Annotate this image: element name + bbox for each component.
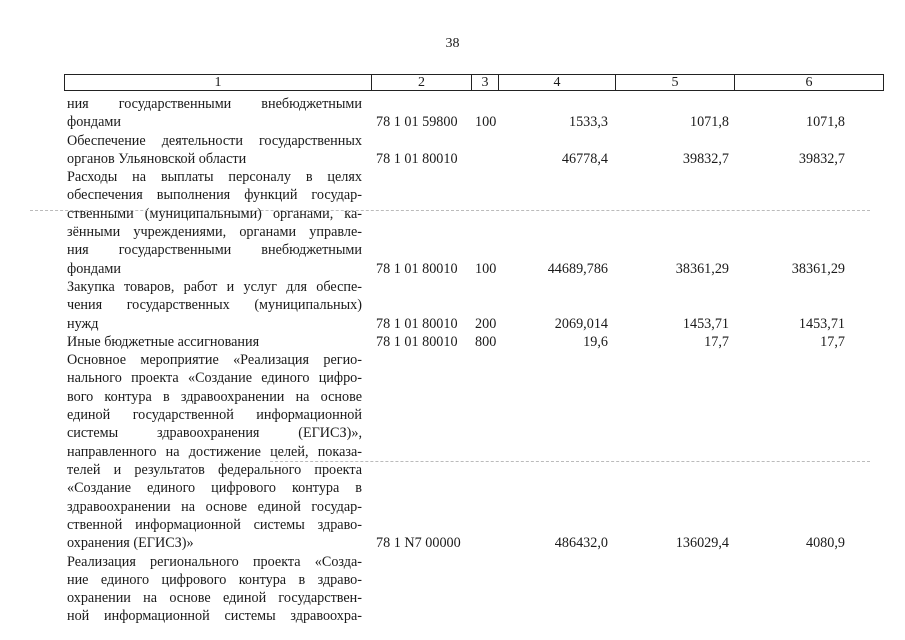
row-expense-type: 800 <box>475 333 497 350</box>
header-col-5: 5 <box>616 75 735 90</box>
description-line: здравоохранении на основе единой государ- <box>67 498 362 515</box>
row-description <box>67 168 362 278</box>
row-description <box>67 333 362 351</box>
description-line: вого контура в здравоохранении на основе <box>67 388 362 405</box>
description-line: «Создание единого цифрового контура в <box>67 480 362 497</box>
row-code: 78 1 01 80010 <box>376 150 458 167</box>
row-value-col4: 486432,0 <box>554 535 608 552</box>
row-value-col5: 38361,29 <box>675 260 729 277</box>
description-line: Расходы на выплаты персоналу в целях <box>67 169 362 186</box>
row-value-col4: 44689,786 <box>547 260 608 277</box>
row-description <box>67 351 362 552</box>
description-line: охранения (ЕГИСЗ)» <box>67 535 194 552</box>
header-col-1: 1 <box>65 75 372 90</box>
header-col-4: 4 <box>499 75 616 90</box>
description-line: Основное мероприятие «Реализация регио- <box>67 352 362 369</box>
row-value-col4: 19,6 <box>583 333 608 350</box>
header-col-3: 3 <box>472 75 499 90</box>
row-code: 78 1 01 80010 <box>376 260 458 277</box>
description-line: фондами <box>67 114 121 131</box>
scan-artifact <box>270 461 870 462</box>
row-expense-type: 100 <box>475 260 497 277</box>
description-line: ной информационной системы здравоохра- <box>67 608 362 625</box>
table-row <box>0 333 905 351</box>
row-code: 78 1 01 59800 <box>376 114 458 131</box>
description-line: Иные бюджетные ассигнования <box>67 333 260 350</box>
table-row <box>0 278 905 333</box>
row-description <box>67 278 362 333</box>
description-line: ственной информационной системы здраво- <box>67 516 362 533</box>
table-row <box>0 553 905 626</box>
table-row <box>0 168 905 278</box>
row-value-col6: 39832,7 <box>798 150 845 167</box>
table-header <box>64 74 884 91</box>
table-row <box>0 95 905 132</box>
description-line: охранении на основе единой государствен- <box>67 590 362 607</box>
description-line: Обеспечение деятельности государственных <box>67 132 362 149</box>
row-value-col5: 17,7 <box>704 333 729 350</box>
header-col-6: 6 <box>805 75 813 90</box>
row-value-col5: 136029,4 <box>675 535 729 552</box>
table-row <box>0 132 905 169</box>
scan-artifact <box>30 210 870 211</box>
row-code: 78 1 01 80010 <box>376 315 458 332</box>
description-line: органов Ульяновской области <box>67 150 247 167</box>
description-line: ние единого цифрового контура в здраво- <box>67 571 362 588</box>
table-row <box>0 351 905 552</box>
row-value-col6: 1071,8 <box>805 114 845 131</box>
description-line: Закупка товаров, работ и услуг для обеспе- <box>67 279 362 295</box>
description-line: системы здравоохранения (ЕГИСЗ)», <box>67 425 362 442</box>
description-line: телей и результатов федерального проекта <box>67 461 362 478</box>
description-line: Реализация регионального проекта «Созда- <box>67 553 362 570</box>
row-expense-type: 100 <box>475 114 497 131</box>
description-line: направленного на достижение целей, показа- <box>67 443 362 460</box>
row-value-col6: 1453,71 <box>798 315 845 332</box>
page-number: 38 <box>445 36 460 51</box>
row-value-col6: 4080,9 <box>805 535 845 552</box>
row-code: 78 1 01 80010 <box>376 333 458 350</box>
header-col-2: 2 <box>372 75 472 90</box>
row-value-col4: 2069,014 <box>554 315 608 332</box>
row-value-col4: 1533,3 <box>568 114 608 131</box>
row-code: 78 1 N7 00000 <box>376 535 461 552</box>
row-value-col5: 1071,8 <box>689 114 729 131</box>
row-expense-type: 200 <box>475 315 497 332</box>
description-line: единой государственной информационной <box>67 407 362 424</box>
description-line: нужд <box>67 315 99 332</box>
row-description <box>67 553 362 626</box>
description-line: ственными (муниципальными) органами, ка- <box>67 205 362 222</box>
row-description <box>67 132 362 169</box>
description-line: зёнными учреждениями, органами управле- <box>67 224 362 241</box>
description-line: фондами <box>67 260 121 277</box>
description-line: нального проекта «Создание единого цифро- <box>67 370 362 387</box>
row-value-col5: 1453,71 <box>682 315 729 332</box>
row-value-col4: 46778,4 <box>561 150 608 167</box>
description-line: ния государственными внебюджетными <box>67 242 362 259</box>
row-value-col6: 17,7 <box>820 333 845 350</box>
row-value-col5: 39832,7 <box>682 150 729 167</box>
row-value-col6: 38361,29 <box>791 260 845 277</box>
row-description <box>67 95 362 132</box>
description-line: обеспечения выполнения функций государ- <box>67 187 362 204</box>
description-line: чения государственных (муниципальных) <box>67 297 362 314</box>
description-line: ния государственными внебюджетными <box>67 96 362 112</box>
